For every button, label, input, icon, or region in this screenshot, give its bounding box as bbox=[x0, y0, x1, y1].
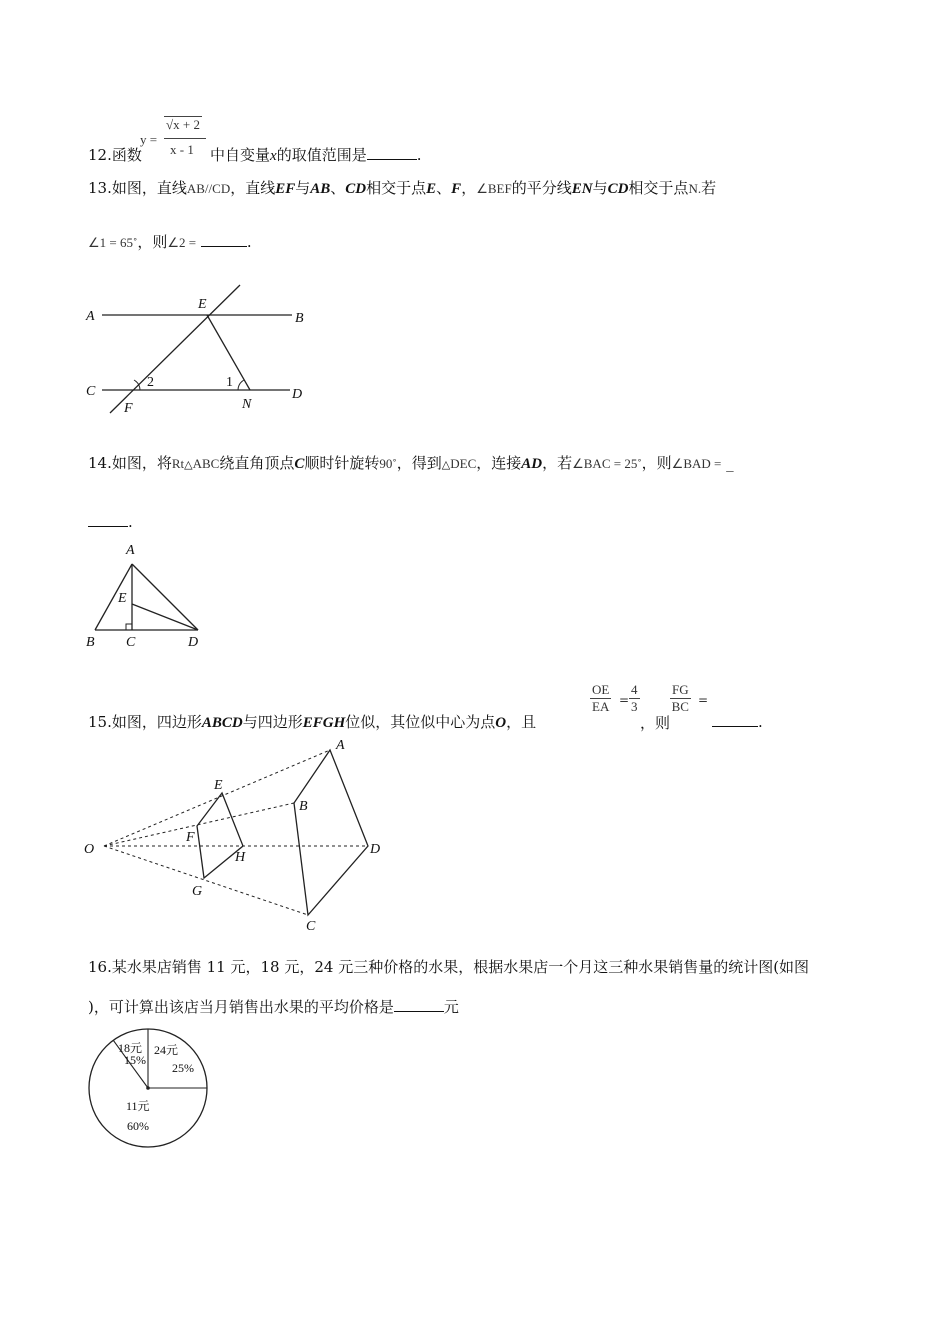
q14-end: . bbox=[128, 513, 133, 531]
q14-90: 90˚ bbox=[379, 456, 397, 471]
q15-eq: = bbox=[619, 693, 630, 707]
q14-label-c: C bbox=[126, 635, 136, 650]
q16-line2 bbox=[88, 997, 459, 1017]
q13-text: 、 bbox=[330, 179, 346, 197]
q13-text: ， bbox=[461, 179, 477, 197]
q13-text: 与 bbox=[295, 179, 311, 197]
q13-en: EN bbox=[571, 181, 593, 197]
q14-answer-blank[interactable] bbox=[88, 512, 128, 527]
q15-answer bbox=[712, 712, 763, 732]
q14-label-a: A bbox=[126, 543, 135, 558]
q13-text: 若 bbox=[701, 179, 717, 197]
q15-o: O bbox=[495, 715, 507, 731]
q13-text: 相交于点 bbox=[628, 179, 689, 197]
q15-then: ，则 bbox=[640, 714, 671, 732]
q13-e: E bbox=[426, 181, 437, 197]
q15-frac2-den: 3 bbox=[631, 699, 638, 714]
q16-text: )，可计算出该店当月销售出水果的平均价格是 bbox=[88, 998, 394, 1016]
q13-label-f: F bbox=[124, 401, 133, 416]
q14-underscore: _ bbox=[726, 454, 734, 472]
q12-answer-blank[interactable] bbox=[367, 145, 417, 160]
q16-slice-11-price: 11元 bbox=[126, 1099, 150, 1113]
q12-end: . bbox=[416, 146, 422, 164]
q14-triangle-icon: △ bbox=[441, 458, 451, 471]
q16-pie-center bbox=[146, 1086, 150, 1090]
q15-text: 位似，其位似中心为点 bbox=[345, 713, 496, 731]
q12-formula-y: y = bbox=[140, 132, 158, 147]
q14-text: 绕直角顶点 bbox=[219, 454, 295, 472]
q14-ed bbox=[132, 604, 198, 630]
q13-figure bbox=[80, 280, 320, 420]
q15-ray-oa bbox=[104, 750, 330, 846]
q15-label-h: H bbox=[235, 850, 246, 865]
q13-end: . bbox=[246, 233, 252, 251]
q14-text: 顺时针旋转 bbox=[304, 454, 380, 472]
q15-answer-blank[interactable] bbox=[712, 712, 758, 727]
q13-label-c: C bbox=[86, 384, 96, 399]
q14-text: ，则 bbox=[641, 454, 672, 472]
q13-n: N. bbox=[688, 181, 702, 196]
q15-figure bbox=[80, 735, 400, 935]
q15-frac-oe-ea bbox=[590, 682, 611, 715]
q15-end: . bbox=[758, 713, 763, 731]
q16-slice-18-price: 18元 bbox=[118, 1041, 143, 1055]
q13-line2 bbox=[88, 232, 252, 253]
q15-quad-efgh bbox=[197, 793, 243, 878]
q13-angle1: ∠1 = 65˚ bbox=[88, 235, 138, 250]
q15-label-e: E bbox=[214, 778, 223, 793]
q16-unit: 元 bbox=[443, 998, 459, 1016]
q12-var: x bbox=[270, 148, 277, 164]
q13-cd: CD bbox=[607, 181, 629, 197]
q14-dec: DEC bbox=[450, 456, 477, 471]
q13-label-e: E bbox=[198, 297, 207, 312]
q12-fraction-bar bbox=[164, 138, 206, 139]
q14-ad bbox=[132, 564, 198, 630]
q13-label-d: D bbox=[292, 387, 303, 402]
q13-angle-bef: ∠BEF bbox=[476, 181, 512, 196]
q15-ray-oc bbox=[104, 846, 308, 915]
q14-abc: ABC bbox=[192, 456, 220, 471]
q15-eq2: = bbox=[698, 693, 709, 707]
q13-angle2: ∠2 = bbox=[167, 235, 197, 250]
q14-label-d: D bbox=[188, 635, 199, 650]
q14-angle-bad: ∠BAD = bbox=[671, 456, 722, 471]
q13-f: F bbox=[451, 181, 462, 197]
q15-quad-abcd bbox=[294, 750, 368, 915]
q15-label-b: B bbox=[299, 799, 308, 814]
q13-line1 bbox=[88, 178, 716, 199]
q16-answer-blank[interactable] bbox=[394, 997, 444, 1012]
q13-ab: AB bbox=[310, 181, 331, 197]
q15-frac-fg-bc bbox=[670, 682, 691, 715]
q14-text: ，连接 bbox=[476, 454, 522, 472]
q12-formula-den: x - 1 bbox=[170, 142, 194, 157]
q14-right-angle bbox=[126, 624, 132, 630]
q13-label-b: B bbox=[295, 311, 304, 326]
q14-text: ，若 bbox=[542, 454, 573, 472]
q15-line bbox=[88, 712, 536, 733]
q15-efgh: EFGH bbox=[302, 715, 346, 731]
q15-frac3-den: BC bbox=[671, 699, 689, 714]
q14-label-e: E bbox=[118, 591, 127, 606]
q14-text: 14.如图，将 bbox=[88, 454, 172, 472]
q15-label-c: C bbox=[306, 919, 316, 934]
q15-text: ，且 bbox=[506, 713, 537, 731]
q12-text2: 的取值范围是 bbox=[276, 146, 367, 164]
q13-cd: CD bbox=[345, 181, 367, 197]
q13-label-2: 2 bbox=[147, 375, 154, 390]
q15-frac1-num: OE bbox=[592, 682, 610, 697]
q13-label-1: 1 bbox=[226, 375, 233, 390]
q13-text: 的平分线 bbox=[511, 179, 572, 197]
q12-prefix: 12.函数 bbox=[88, 146, 142, 164]
q15-frac1-den: EA bbox=[592, 699, 610, 714]
q15-label-a: A bbox=[336, 738, 345, 753]
q13-text: 相交于点 bbox=[366, 179, 427, 197]
q12-text: 中自变量 bbox=[210, 146, 271, 164]
q14-rt: Rt bbox=[171, 456, 185, 471]
q14-c: C bbox=[294, 456, 305, 472]
q13-answer-blank[interactable] bbox=[201, 232, 247, 247]
q12-formula-num: √x + 2 bbox=[166, 117, 200, 132]
q16-slice-11-pct: 60% bbox=[127, 1119, 149, 1133]
q16-slice-24-pct: 25% bbox=[172, 1061, 194, 1075]
q14-text: ，得到 bbox=[396, 454, 442, 472]
q15-label-f: F bbox=[186, 830, 195, 845]
q13-text: ，则 bbox=[137, 233, 168, 251]
q14-ad: AD bbox=[521, 456, 543, 472]
q14-figure bbox=[80, 540, 220, 655]
q13-arc-1 bbox=[238, 380, 244, 390]
q16-slice-18-pct: 15% bbox=[124, 1053, 146, 1067]
q15-label-g: G bbox=[192, 884, 203, 899]
q16-line1 bbox=[88, 957, 809, 977]
q13-label-n: N bbox=[242, 397, 252, 412]
q12-rest bbox=[210, 145, 421, 166]
q14-line1 bbox=[88, 453, 734, 475]
q15-frac2-num: 4 bbox=[631, 682, 638, 697]
q15-text: 15.如图，四边形 bbox=[88, 713, 202, 731]
q13-label-a: A bbox=[86, 309, 95, 324]
q15-frac-4-3 bbox=[629, 682, 640, 715]
q13-text: 与 bbox=[592, 179, 608, 197]
q14-label-b: B bbox=[86, 635, 95, 650]
q14-triangle-icon: △ bbox=[184, 458, 193, 471]
q13-line-ef bbox=[110, 285, 240, 413]
q16-slice-24-price: 24元 bbox=[154, 1043, 179, 1057]
q15-text: 与四边形 bbox=[242, 713, 303, 731]
q14-line2 bbox=[88, 512, 133, 532]
q13-text: 、 bbox=[436, 179, 452, 197]
q14-angle-bac: ∠BAC = 25˚ bbox=[572, 456, 642, 471]
q16-pie-chart bbox=[88, 1028, 213, 1153]
q13-text: ，直线 bbox=[230, 179, 276, 197]
q13-text: 13.如图，直线 bbox=[88, 179, 187, 197]
q15-label-o: O bbox=[84, 842, 95, 857]
q15-abcd: ABCD bbox=[201, 715, 243, 731]
q12-line bbox=[88, 145, 142, 165]
q15-frac3-num: FG bbox=[672, 682, 689, 697]
q13-parallel: AB//CD bbox=[186, 181, 231, 196]
q13-ef: EF bbox=[275, 181, 296, 197]
q15-label-d: D bbox=[370, 842, 381, 857]
q16-text: 16.某水果店销售 11 元，18 元，24 元三种价格的水果，根据水果店一个月这三种水果销售量的统计图(如图 bbox=[88, 958, 810, 976]
